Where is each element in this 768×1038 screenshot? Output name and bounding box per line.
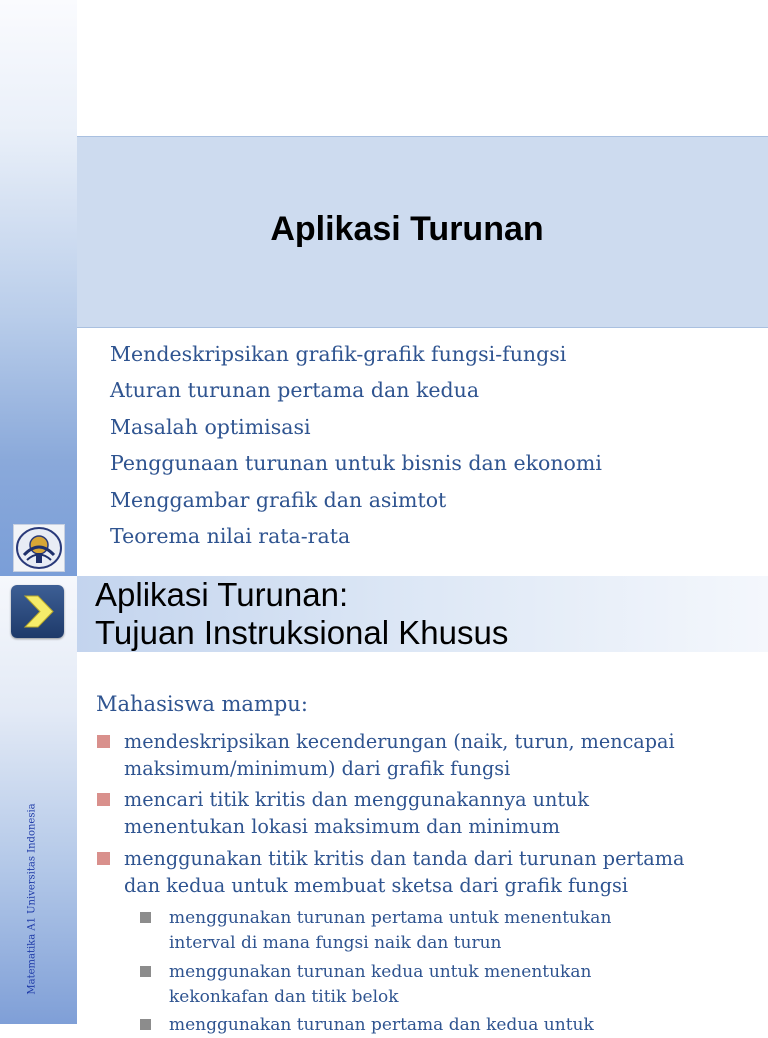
topic-item: Mendeskripsikan grafik-grafik fungsi-fungsi xyxy=(110,342,567,366)
slide-2: Aplikasi Turunan: Tujuan Instruksional Khusus Mahasiswa mampu: mendeskripsikan kecenderungan (naik, turun, mencapai maksimum/minimum) dari grafik fungsi mencari titik kritis dan menggunakannya untuk menentukan lokasi maksimum dan minimum menggunakan titik kritis dan tanda dari turunan pertama dan kedua untuk membuat sketsa dari grafik fungsi menggunakan turunan pertama untuk menentukan interval di mana fungsi naik dan turun menggunakan turunan kedua untuk menentukan kekonkafan dan titik belok menggunakan turunan pertama dan kedua untuk Matematika A1 Universitas Indonesia xyxy=(0,576,768,1024)
topic-list xyxy=(110,338,602,556)
bullet-square-icon xyxy=(140,1019,151,1030)
slide-2-title-line-2: Tujuan Instruksional Khusus xyxy=(95,614,509,651)
topic-item: Aturan turunan pertama dan kedua xyxy=(110,378,480,403)
slide-2-title xyxy=(95,576,508,652)
next-slide-button[interactable] xyxy=(11,585,64,638)
chevron-right-icon xyxy=(11,585,64,638)
topic-item: Menggambar grafik dan asimtot xyxy=(110,487,447,512)
topic-item: Masalah optimisasi xyxy=(110,414,311,439)
university-seal-icon xyxy=(13,524,65,572)
bullet-square-icon xyxy=(140,912,151,923)
bullet-square-icon xyxy=(97,793,110,806)
bullet-square-icon xyxy=(97,735,110,748)
objectives-intro: Mahasiswa mampu: xyxy=(96,692,308,716)
side-footer-label: Matematika A1 Universitas Indonesia xyxy=(26,803,38,995)
slide-2-title-line-1: Aplikasi Turunan: xyxy=(95,576,349,613)
topic-item: Teorema nilai rata-rata xyxy=(110,523,351,548)
slide-1-title: Aplikasi Turunan xyxy=(270,210,544,248)
topic-item: Penggunaan turunan untuk bisnis dan ekonomi xyxy=(110,451,602,476)
bullet-square-icon xyxy=(140,966,151,977)
bullet-square-icon xyxy=(97,852,110,865)
slide-1-sidebar xyxy=(0,0,77,576)
